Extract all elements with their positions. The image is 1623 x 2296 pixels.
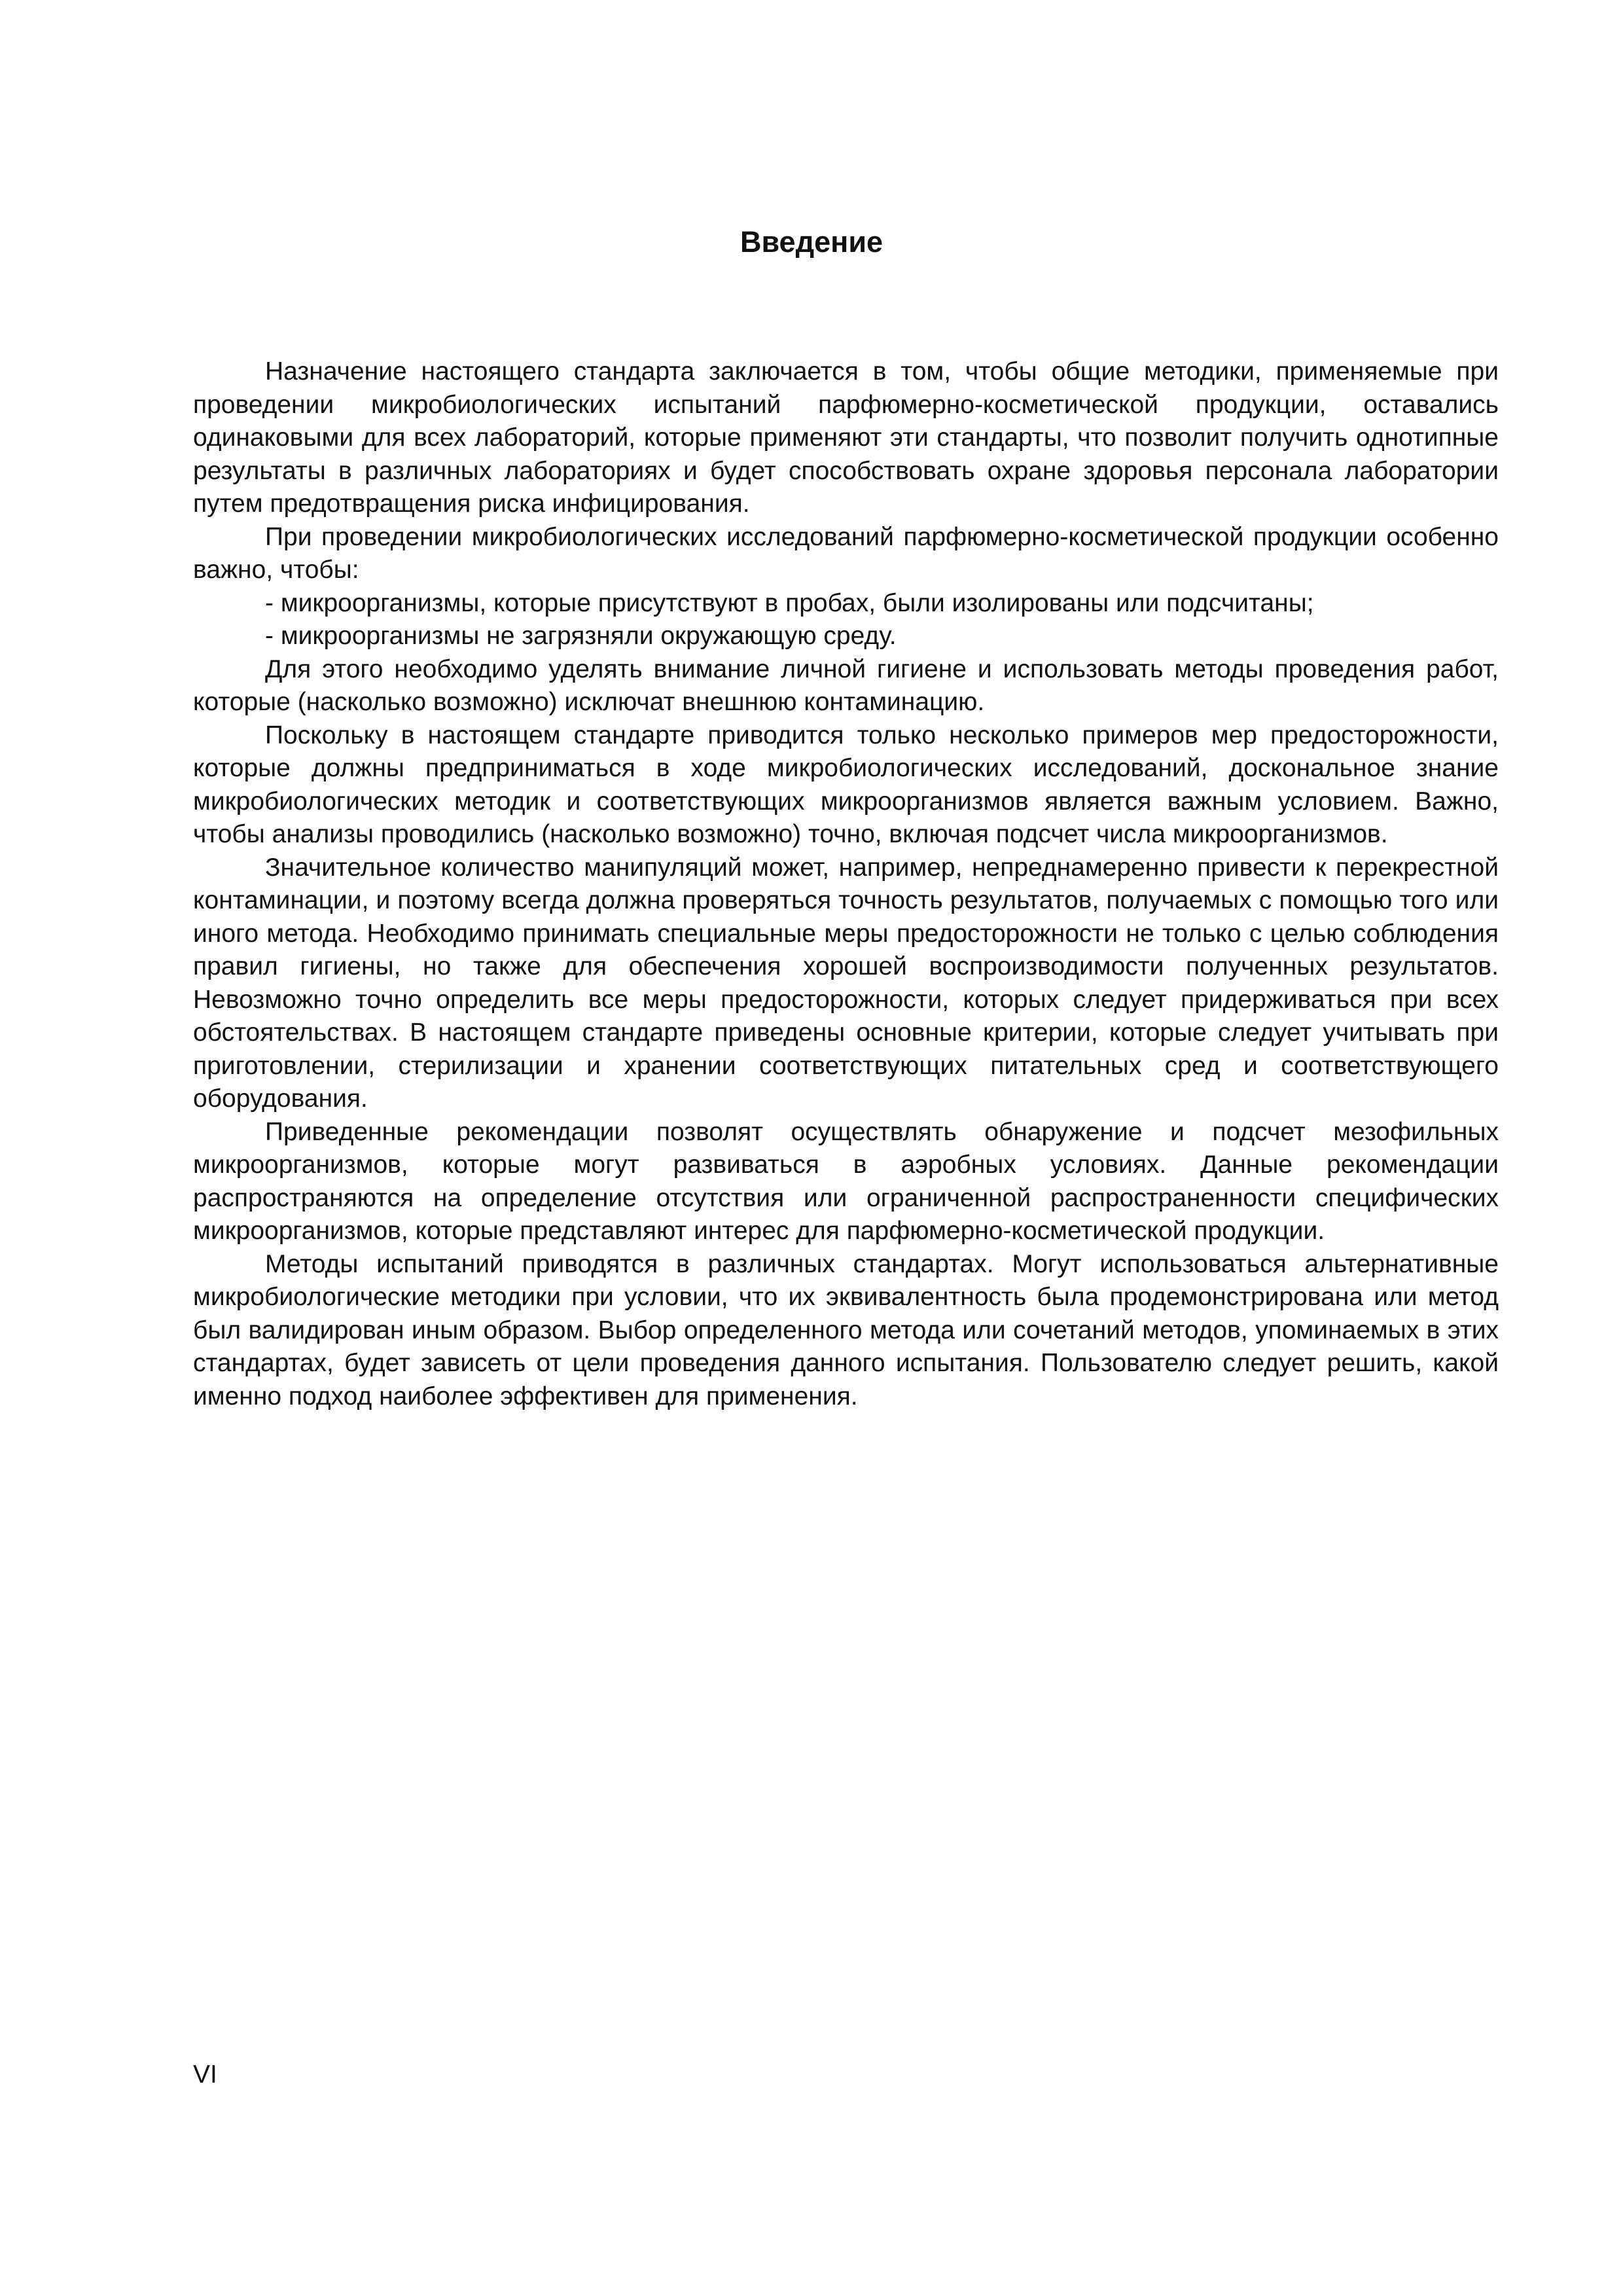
paragraph-hygiene: Для этого необходимо уделять внимание личной гигиене и использовать методы проведения работ, которые (насколько возможно) исключат внешнюю контаминацию. xyxy=(193,655,1499,716)
paragraph-purpose: Назначение настоящего стандарта заключается в том, чтобы общие методики, применяемые при проведении микробиологических испытаний парфюмерно-косметической продукции, оставались одинаковыми для всех лабораторий, которые применяют эти стандарты, что позволит получить однотипные результаты в различных лабораториях и будет способствовать охране здоровья персонала лаборатории путем предотвращения риска инфицирования. xyxy=(193,357,1499,518)
paragraph-test-methods: Методы испытаний приводятся в различных стандартах. Могут использоваться альтернативные микробиологические методики при условии, что их эквивалентность была продемонстрирована или метод был валидирован иным образом. Выбор определенного метода или сочетаний методов, упоминаемых в этих стандартах, будет зависеть от цели проведения данного испытания. Пользователю следует решить, какой именно подход наиболее эффективен для применения. xyxy=(193,1249,1499,1410)
document-body xyxy=(193,355,1499,1413)
list-item: - микроорганизмы не загрязняли окружающую среду. xyxy=(265,622,897,650)
requirements-list xyxy=(193,587,1499,653)
page-title: Введение xyxy=(740,225,883,259)
paragraph-requirements-intro: При проведении микробиологических исследований парфюмерно-косметической продукции особенно важно, чтобы: xyxy=(193,522,1499,584)
page-number: VI xyxy=(193,2060,217,2089)
paragraph-recommendations: Приведенные рекомендации позволят осуществлять обнаружение и подсчет мезофильных микроорганизмов, которые могут развиваться в аэробных условиях. Данные рекомендации распространяются на определение отсутствия или ограниченной распространенности специфических микроорганизмов, которые представляют интерес для парфюмерно-косметической продукции. xyxy=(193,1117,1499,1245)
list-item: - микроорганизмы, которые присутствуют в пробах, были изолированы или подсчитаны; xyxy=(265,588,1314,617)
paragraph-precautions: Поскольку в настоящем стандарте приводится только несколько примеров мер предосторожности, которые должны предприниматься в ходе микробиологических исследований, доскональное знание микробиологических методик и соответствующих микроорганизмов является важным условием. Важно, чтобы анализы проводились (насколько возможно) точно, включая подсчет числа микроорганизмов. xyxy=(193,721,1499,848)
paragraph-contamination: Значительное количество манипуляций может, например, непреднамеренно привести к перекрестной контаминации, и поэтому всегда должна проверяться точность результатов, получаемых с помощью того или иного метода. Необходимо принимать специальные меры предосторожности не только с целью соблюдения правил гигиены, но также для обеспечения хорошей воспроизводимости полученных результатов. Невозможно точно определить все меры предосторожности, которых следует придерживаться при всех обстоятельствах. В настоящем стандарте приведены основные критерии, которые следует учитывать при приготовлении, стерилизации и хранении соответствующих питательных сред и соответствующего оборудования. xyxy=(193,853,1499,1113)
